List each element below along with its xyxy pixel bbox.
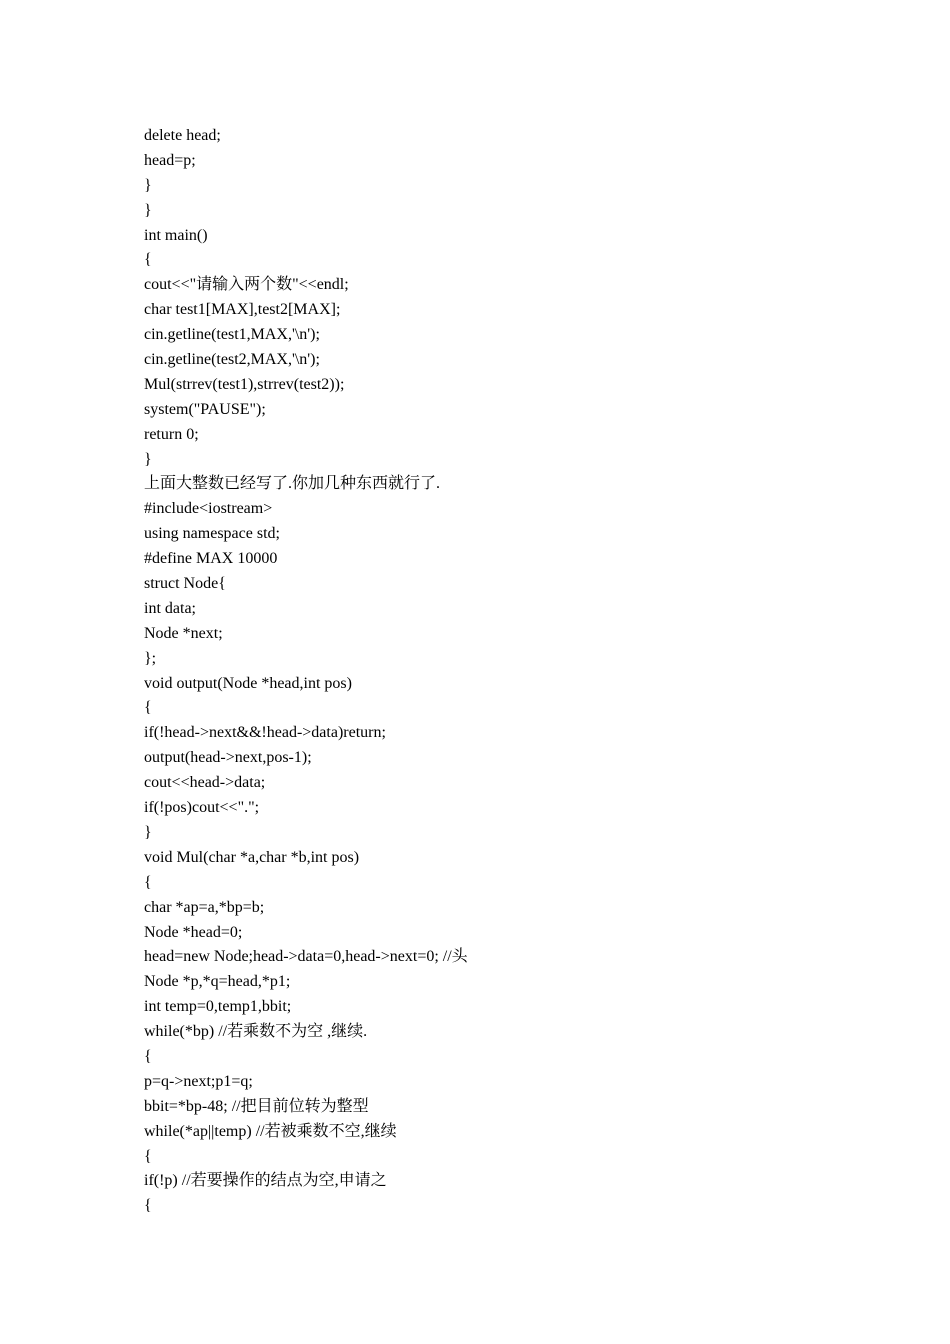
text-line: void Mul(char *a,char *b,int pos) bbox=[144, 848, 360, 866]
text-line: Mul(strrev(test1),strrev(test2)); bbox=[144, 375, 345, 393]
text-line: p=q->next;p1=q; bbox=[144, 1072, 253, 1090]
text-line: cin.getline(test1,MAX,'\n'); bbox=[144, 326, 320, 344]
text-line: cin.getline(test2,MAX,'\n'); bbox=[144, 351, 320, 369]
text-line: if(!pos)cout<<"."; bbox=[144, 799, 260, 817]
text-line: #define MAX 10000 bbox=[144, 550, 278, 568]
text-line: int main() bbox=[144, 226, 208, 244]
code-text-block bbox=[144, 124, 864, 1219]
text-line: char test1[MAX],test2[MAX]; bbox=[144, 301, 341, 319]
text-line: cout<<"请输入两个数"<<endl; bbox=[144, 276, 349, 294]
text-line: head=p; bbox=[144, 151, 196, 169]
text-line: delete head; bbox=[144, 127, 221, 144]
text-line: using namespace std; bbox=[144, 525, 280, 543]
text-line: while(*ap||temp) //若被乘数不空,继续 bbox=[144, 1122, 397, 1140]
text-line: } bbox=[144, 823, 152, 841]
text-line: { bbox=[144, 1147, 152, 1165]
text-line: Node *next; bbox=[144, 624, 223, 642]
text-line: }; bbox=[144, 649, 157, 667]
text-line: } bbox=[144, 201, 152, 219]
text-line: int data; bbox=[144, 599, 196, 617]
text-line: char *ap=a,*bp=b; bbox=[144, 898, 265, 916]
text-line: } bbox=[144, 450, 152, 468]
text-line: { bbox=[144, 1047, 152, 1065]
text-line: void output(Node *head,int pos) bbox=[144, 674, 352, 692]
text-line: Node *head=0; bbox=[144, 923, 243, 941]
text-line: output(head->next,pos-1); bbox=[144, 749, 312, 767]
text-line: system("PAUSE"); bbox=[144, 400, 266, 418]
text-line: { bbox=[144, 873, 152, 891]
text-line: { bbox=[144, 251, 152, 269]
text-line: Node *p,*q=head,*p1; bbox=[144, 973, 291, 991]
text-line: while(*bp) //若乘数不为空 ,继续. bbox=[144, 1023, 368, 1041]
text-line: { bbox=[144, 699, 152, 717]
text-line: 上面大整数已经写了.你加几种东西就行了. bbox=[144, 475, 441, 493]
text-line: if(!p) //若要操作的结点为空,申请之 bbox=[144, 1172, 387, 1190]
text-line: struct Node{ bbox=[144, 575, 226, 593]
text-line: #include<iostream> bbox=[144, 500, 273, 518]
text-line: return 0; bbox=[144, 425, 199, 443]
text-line: head=new Node;head->data=0,head->next=0; //头 bbox=[144, 948, 468, 966]
text-line: if(!head->next&&!head->data)return; bbox=[144, 724, 386, 742]
text-line: int temp=0,temp1,bbit; bbox=[144, 998, 292, 1016]
text-line: cout<<head->data; bbox=[144, 774, 266, 792]
text-line: { bbox=[144, 1197, 152, 1215]
text-line: } bbox=[144, 176, 152, 194]
text-line: bbit=*bp-48; //把目前位转为整型 bbox=[144, 1097, 369, 1115]
